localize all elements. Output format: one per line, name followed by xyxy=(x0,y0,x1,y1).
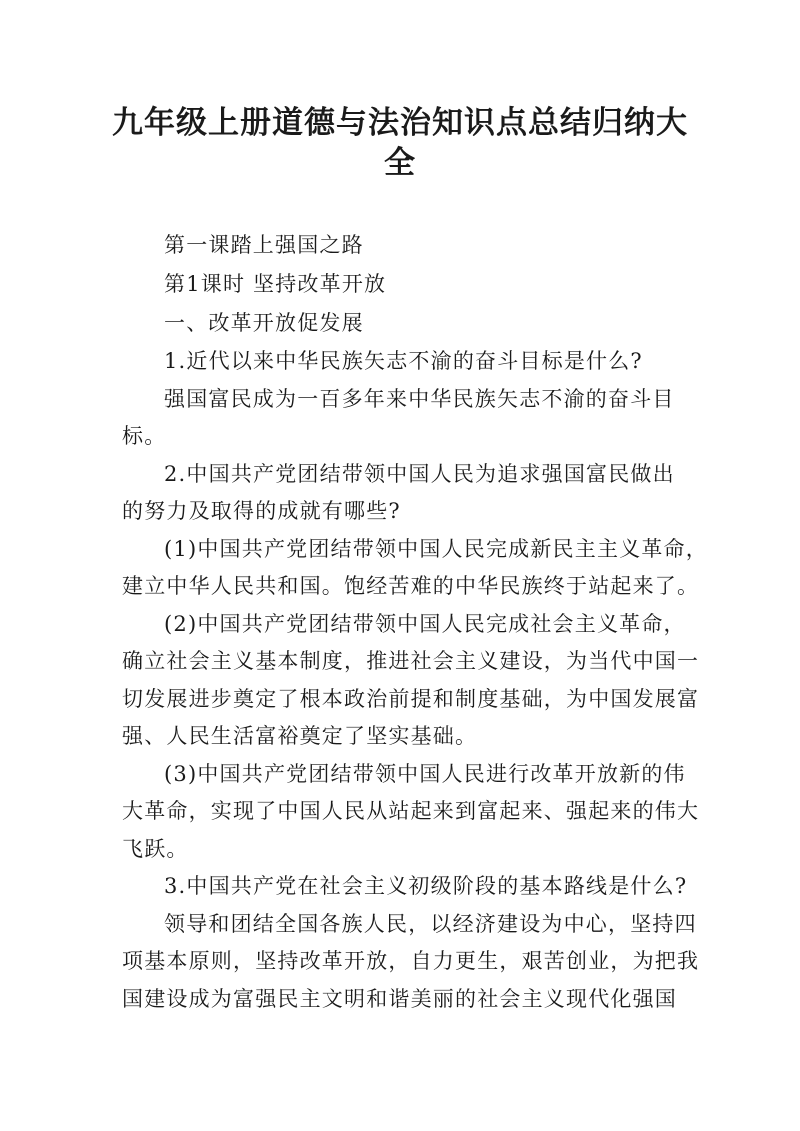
answer-1-line: 强国富民成为一百多年来中华民族矢志不渝的奋斗目 xyxy=(164,387,675,411)
question-2: 2.中国共产党团结带领中国人民为追求强国富民做出 xyxy=(164,462,675,486)
period-heading: 第1课时 坚持改革开放 xyxy=(164,272,387,296)
answer-2-item-2: (2)中国共产党团结带领中国人民完成社会主义革命， xyxy=(164,612,686,636)
document-title-line-1: 九年级上册道德与法治知识点总结归纳大 xyxy=(112,105,688,141)
answer-3-line: 领导和团结全国各族人民，以经济建设为中心，坚持四 xyxy=(164,912,697,936)
answer-2-item-1-continued: 建立中华人民共和国。饱经苦难的中华民族终于站起来了。 xyxy=(122,574,700,598)
question-3: 3.中国共产党在社会主义初级阶段的基本路线是什么? xyxy=(164,874,688,898)
answer-3-line: 国建设成为富强民主文明和谐美丽的社会主义现代化强国 xyxy=(122,987,677,1011)
answer-2-item-3-continued: 大革命，实现了中国人民从站起来到富起来、强起来的伟大 xyxy=(122,799,700,823)
lesson-heading: 第一课踏上强国之路 xyxy=(164,233,364,257)
answer-2-item-2-continued: 切发展进步奠定了根本政治前提和制度基础，为中国发展富 xyxy=(122,687,700,711)
answer-2-item-2-continued: 确立社会主义基本制度，推进社会主义建设，为当代中国一 xyxy=(122,649,700,673)
question-1: 1.近代以来中华民族矢志不渝的奋斗目标是什么? xyxy=(164,349,643,373)
answer-3-line: 项基本原则，坚持改革开放，自力更生，艰苦创业，为把我 xyxy=(122,949,700,973)
section-heading: 一、改革开放促发展 xyxy=(164,311,364,335)
answer-2-item-1: (1)中国共产党团结带领中国人民完成新民主主义革命， xyxy=(164,537,708,561)
answer-2-item-2-continued: 强、人民生活富裕奠定了坚实基础。 xyxy=(122,724,478,748)
question-2-continued: 的努力及取得的成就有哪些? xyxy=(122,499,401,523)
answer-1-line: 标。 xyxy=(122,424,167,448)
answer-2-item-3-continued: 飞跃。 xyxy=(122,837,189,861)
document-title-line-2: 全 xyxy=(384,145,416,181)
answer-2-item-3: (3)中国共产党团结带领中国人民进行改革开放新的伟 xyxy=(164,762,686,786)
